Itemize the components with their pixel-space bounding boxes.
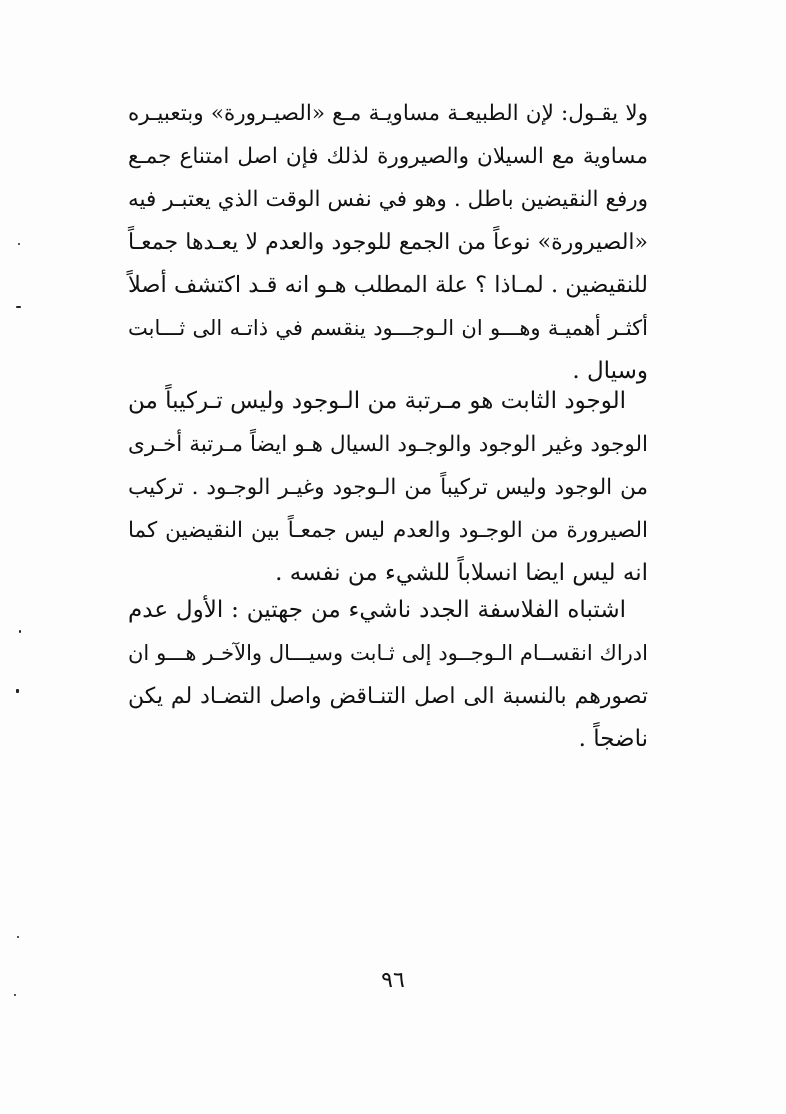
text-line: اشتباه الفلاسفة الجدد ناشيء من جهتين : الأول عدم [128, 597, 626, 623]
scan-speck [17, 936, 19, 938]
scan-speck [16, 306, 21, 308]
text-line: أكثـر أهميـة وهـــو ان الـوجـــود ينقسم في ذاتـه الى ثـــابت [128, 316, 648, 340]
scan-speck [14, 994, 16, 996]
text-line: الصيرورة من الوجـود والعدم ليس جمعـاً بين النقيضين كما [128, 518, 648, 543]
text-line: وسيال . [572, 358, 648, 384]
text-line: ورفع النقيضين باطل . وهو في نفس الوقت الذي يعتبـر فيه [128, 187, 648, 212]
text-line: الوجود وغير الوجود والوجـود السيال هـو ايضاً مـرتبة أخـرى [128, 432, 648, 457]
text-line: مساوية مع السيلان والصيرورة لذلك فإن اصل امتناع جمـع [128, 144, 648, 169]
scan-speck [16, 689, 19, 693]
text-line: ناضجاً . [578, 726, 648, 752]
text-line: الوجود الثابت هو مـرتبة من الـوجود وليس تـركيباً من [128, 388, 626, 414]
text-line: من الوجود وليس تركيباً من الـوجود وغيـر الوجـود . تركيب [128, 475, 648, 500]
text-line: ولا يقـول: لإن الطبيعـة مساويـة مـع «الصيـرورة» وبتعبيـره [128, 101, 648, 126]
text-line: انه ليس ايضا انسلاباً للشيء من نفسه . [275, 560, 648, 586]
page-number: ٩٦ [381, 968, 405, 993]
text-line: ادراك انقســام الـوجــود إلى ثـابت وسيـــال والآخـر هـــو ان [128, 641, 648, 665]
paragraph-2 [128, 380, 648, 595]
text-line: تصورهم بالنسبة الى اصل التنـاقض واصل التضـاد لم يكن [128, 684, 648, 709]
paragraph-3 [128, 589, 648, 761]
paragraph-1 [128, 92, 648, 393]
text-line: «الصيرورة» نوعاً من الجمع للوجود والعدم لا يعـدها جمعـاً [128, 230, 648, 255]
text-line: للنقيضين . لمـاذا ؟ علة المطلب هـو انه قـد اكتشف أصلاً [128, 272, 648, 298]
scan-speck [19, 630, 21, 633]
scan-speck [18, 243, 20, 245]
